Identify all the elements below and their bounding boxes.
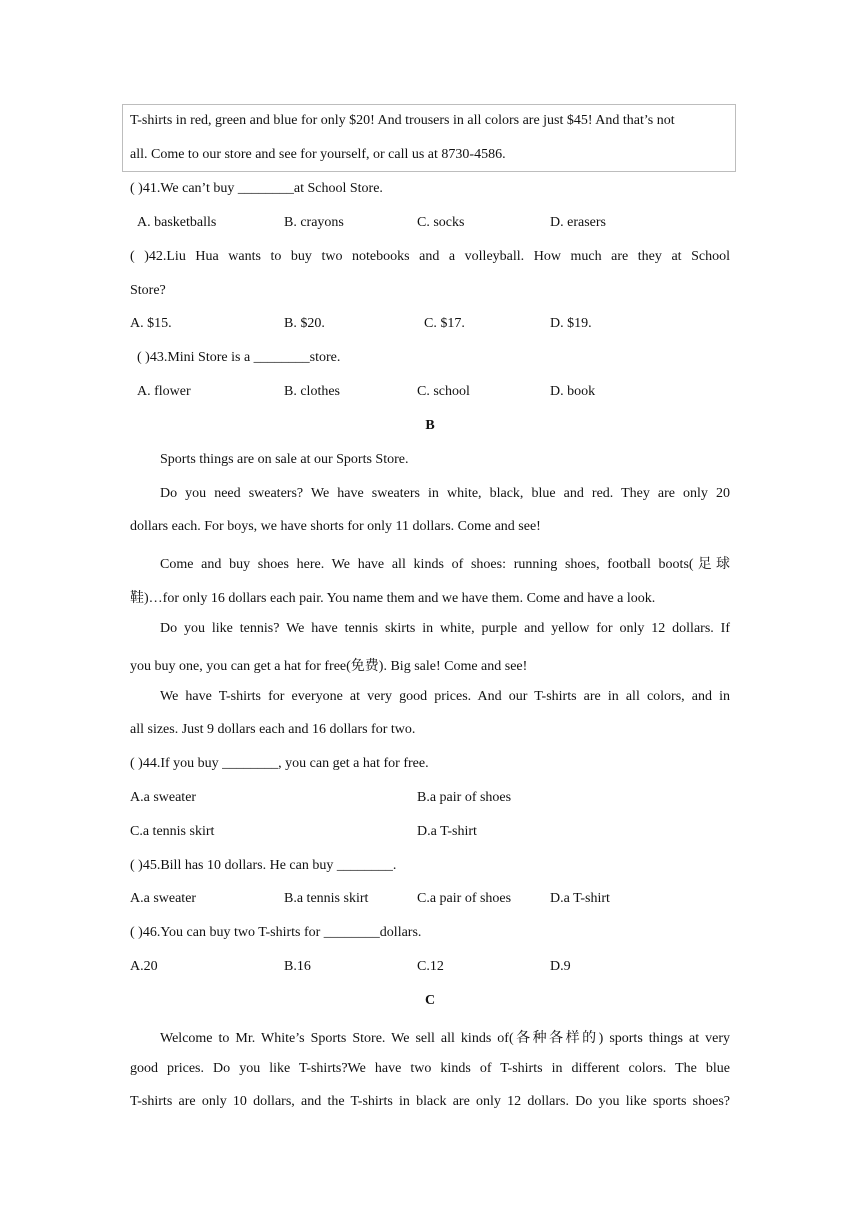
q45-option-a: A.a sweater [130,891,197,906]
q41-option-c: C. socks [417,215,465,230]
q41-option-d: D. erasers [550,215,606,230]
q43-option-a: A. flower [137,384,191,399]
section-b-paragraph-2-line-1: Do you need sweaters? We have sweaters in white, black, blue and red. They are only 20 [160,486,730,501]
q43-option-b: B. clothes [284,384,340,399]
section-c-heading: C [424,993,436,1008]
q44-option-c: C.a tennis skirt [130,824,215,839]
q41-option-b: B. crayons [284,215,344,230]
section-c-paragraph-line-1: Welcome to Mr. White’s Sports Store. We sell all kinds of(各种各样的) sports things at very [160,1031,730,1046]
ad-text-line-2: all. Come to our store and see for yourself, or call us at 8730-4586. [130,147,506,162]
q43-option-c: C. school [417,384,470,399]
section-b-paragraph-4-line-1: Do you like tennis? We have tennis skirts in white, purple and yellow for only 12 dollars. If [160,621,730,636]
question-46: ( )46.You can buy two T-shirts for ________dollars. [130,925,422,940]
q44-option-b: B.a pair of shoes [417,790,512,805]
q46-option-b: B.16 [284,959,311,974]
question-42-line-1: ( )42.Liu Hua wants to buy two notebooks and a volleyball. How much are they at School [130,249,730,264]
q45-option-b: B.a tennis skirt [284,891,369,906]
section-b-paragraph-2-line-2: dollars each. For boys, we have shorts for only 11 dollars. Come and see! [130,519,541,534]
q45-option-c: C.a pair of shoes [417,891,512,906]
question-44: ( )44.If you buy ________, you can get a hat for free. [130,756,429,771]
section-b-paragraph-1: Sports things are on sale at our Sports Store. [160,452,409,467]
question-43: ( )43.Mini Store is a ________store. [137,350,341,365]
section-b-paragraph-3-line-2: 鞋)…for only 16 dollars each pair. You name them and we have them. Come and have a look. [130,591,656,606]
q43-option-d: D. book [550,384,596,399]
question-42-line-2: Store? [130,283,166,298]
section-b-paragraph-5-line-2: all sizes. Just 9 dollars each and 16 dollars for two. [130,722,416,737]
q46-option-a: A.20 [130,959,158,974]
section-c-paragraph-line-3: T-shirts are only 10 dollars, and the T-shirts in black are only 12 dollars. Do you like sports shoes? [130,1094,730,1109]
section-b-paragraph-3-line-1: Come and buy shoes here. We have all kinds of shoes: running shoes, football boots(足球 [160,557,730,572]
ad-text-line-1: T-shirts in red, green and blue for only $20! And trousers in all colors are just $45! And that’s not [130,113,675,128]
q45-option-d: D.a T-shirt [550,891,610,906]
q42-option-c: C. $17. [424,316,465,331]
q42-option-d: D. $19. [550,316,592,331]
question-41: ( )41.We can’t buy ________at School Store. [130,181,383,196]
q46-option-d: D.9 [550,959,571,974]
q44-option-d: D.a T-shirt [417,824,477,839]
q44-option-a: A.a sweater [130,790,197,805]
section-c-paragraph-line-2: good prices. Do you like T-shirts?We have two kinds of T-shirts in different colors. The blue [130,1061,730,1076]
section-b-heading: B [425,418,435,433]
q42-option-b: B. $20. [284,316,325,331]
question-45: ( )45.Bill has 10 dollars. He can buy ________. [130,858,397,873]
q41-option-a: A. basketballs [137,215,217,230]
q46-option-c: C.12 [417,959,444,974]
section-b-paragraph-4-line-2: you buy one, you can get a hat for free(免费). Big sale! Come and see! [130,659,528,674]
q42-option-a: A. $15. [130,316,172,331]
section-b-paragraph-5-line-1: We have T-shirts for everyone at very good prices. And our T-shirts are in all colors, and in [160,689,730,704]
